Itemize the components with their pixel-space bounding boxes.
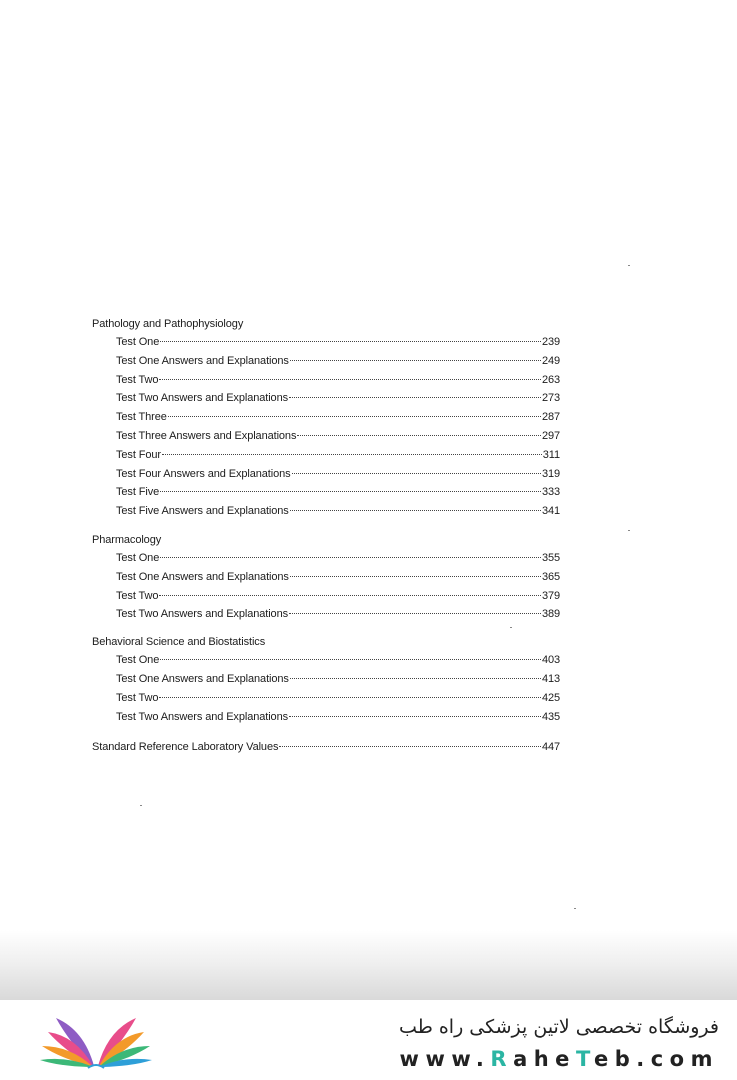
entry-page: 287 xyxy=(541,411,560,424)
entry-page: 273 xyxy=(541,392,560,405)
url-ahe: ahe xyxy=(513,1047,576,1071)
toc-entry xyxy=(92,389,560,408)
toc-section-pathology xyxy=(92,315,560,521)
dot-leader xyxy=(159,595,541,596)
entry-label: Test Two Answers and Explanations xyxy=(116,608,288,621)
scan-speck xyxy=(510,627,512,628)
dot-leader xyxy=(160,341,541,342)
toc-entry xyxy=(92,708,560,727)
dot-leader xyxy=(160,659,541,660)
url-prefix: www. xyxy=(399,1047,491,1071)
toc-entry xyxy=(92,549,560,568)
entry-label: Test One Answers and Explanations xyxy=(116,570,289,583)
scan-speck xyxy=(628,265,630,266)
entry-page: 435 xyxy=(541,710,560,723)
dot-leader xyxy=(290,576,541,577)
toc-entry xyxy=(92,427,560,446)
entry-page: 389 xyxy=(541,608,560,621)
dot-leader xyxy=(162,454,542,455)
entry-label: Test Two xyxy=(116,589,159,602)
dot-leader xyxy=(160,491,541,492)
entry-label: Test Five Answers and Explanations xyxy=(116,505,289,518)
toc-section-pharmacology xyxy=(92,531,560,624)
dot-leader xyxy=(279,746,541,747)
entry-page: 333 xyxy=(541,486,560,499)
toc-entry xyxy=(92,689,560,708)
table-of-contents xyxy=(92,315,560,757)
section-spacer xyxy=(92,726,560,738)
toc-entry xyxy=(92,408,560,427)
dot-leader xyxy=(160,557,541,558)
toc-entry xyxy=(92,371,560,390)
toc-entry xyxy=(92,446,560,465)
entry-label: Test Four Answers and Explanations xyxy=(116,467,291,480)
entry-page: 425 xyxy=(541,691,560,704)
dot-leader xyxy=(289,613,541,614)
watermark-footer xyxy=(0,1000,737,1080)
section-heading: Pathology and Pathophysiology xyxy=(92,318,244,330)
entry-page: 341 xyxy=(541,505,560,518)
entry-label: Test Two Answers and Explanations xyxy=(116,710,288,723)
entry-page: 297 xyxy=(541,429,560,442)
scan-speck xyxy=(140,805,142,806)
toc-entry xyxy=(92,352,560,371)
entry-label: Test One Answers and Explanations xyxy=(116,354,289,367)
toc-section-behavioral-science xyxy=(92,633,560,726)
section-spacer xyxy=(92,624,560,633)
dot-leader xyxy=(289,716,541,717)
scan-speck xyxy=(628,530,630,531)
entry-label: Test Two xyxy=(116,373,159,386)
entry-page: 447 xyxy=(541,741,560,754)
toc-entry xyxy=(92,670,560,689)
entry-label: Test One xyxy=(116,654,160,667)
toc-entry xyxy=(92,651,560,670)
open-book-icon xyxy=(38,1010,154,1070)
url-letter-t: T xyxy=(575,1047,594,1071)
entry-label: Test One xyxy=(116,551,160,564)
entry-label: Test Four xyxy=(116,448,161,461)
entry-label: Standard Reference Laboratory Values xyxy=(92,741,279,754)
section-spacer xyxy=(92,521,560,531)
entry-page: 379 xyxy=(541,589,560,602)
dot-leader xyxy=(292,473,541,474)
toc-entry xyxy=(92,587,560,606)
toc-entry xyxy=(92,333,560,352)
url-letter-r: R xyxy=(490,1047,514,1071)
scan-speck xyxy=(574,908,576,909)
entry-page: 249 xyxy=(541,354,560,367)
entry-page: 355 xyxy=(541,551,560,564)
section-heading: Pharmacology xyxy=(92,533,162,546)
entry-label: Test Two Answers and Explanations xyxy=(116,392,288,405)
entry-page: 413 xyxy=(541,672,560,685)
dot-leader xyxy=(168,416,541,417)
dot-leader xyxy=(290,678,541,679)
dot-leader xyxy=(290,360,541,361)
store-name: فروشگاه تخصصی لاتین پزشکی راه طب xyxy=(399,1016,719,1038)
toc-entry xyxy=(92,483,560,502)
entry-label: Test Three Answers and Explanations xyxy=(116,429,297,442)
entry-label: Test One Answers and Explanations xyxy=(116,672,289,685)
toc-entry xyxy=(92,502,560,521)
toc-entry xyxy=(92,465,560,484)
entry-label: Test Five xyxy=(116,486,160,499)
store-url xyxy=(400,1047,719,1071)
entry-label: Test Three xyxy=(116,411,167,424)
entry-page: 403 xyxy=(541,654,560,667)
dot-leader xyxy=(297,435,541,436)
entry-page: 263 xyxy=(541,373,560,386)
url-suffix: eb.com xyxy=(593,1047,719,1071)
dot-leader xyxy=(290,510,541,511)
entry-label: Test One xyxy=(116,336,160,348)
dot-leader xyxy=(289,397,541,398)
toc-entry xyxy=(92,568,560,587)
dot-leader xyxy=(159,697,541,698)
entry-page: 239 xyxy=(541,336,560,348)
entry-page: 311 xyxy=(542,448,560,461)
toc-entry xyxy=(92,605,560,624)
entry-label: Test Two xyxy=(116,691,159,704)
toc-entry-standard-reference xyxy=(92,738,560,757)
entry-page: 319 xyxy=(541,467,560,480)
section-heading: Behavioral Science and Biostatistics xyxy=(92,636,266,649)
entry-page: 365 xyxy=(541,570,560,583)
dot-leader xyxy=(159,379,541,380)
